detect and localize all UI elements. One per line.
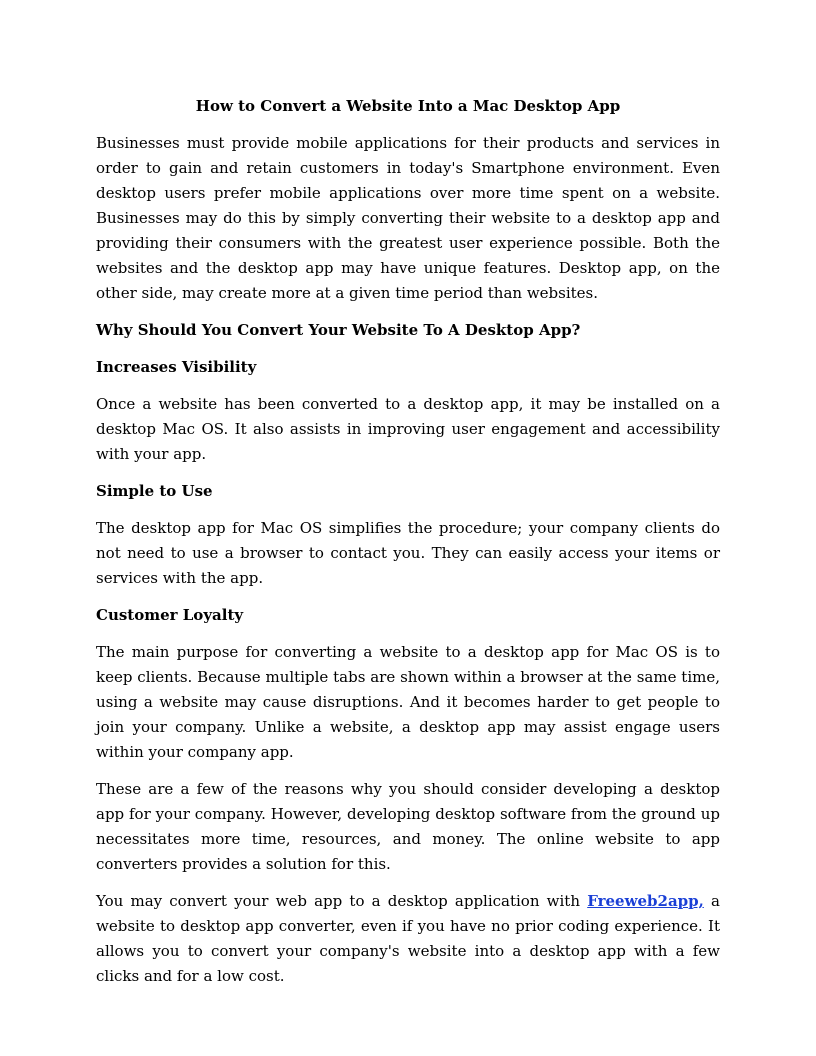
section-body-visibility: Once a website has been converted to a desktop app, it may be installed on a desktop Mac OS. It also assists in improving user engagement and accessibility with your app. [96, 395, 720, 463]
freeweb2app-link[interactable]: Freeweb2app, [587, 892, 704, 910]
section-heading-loyalty: Customer Loyalty [96, 606, 244, 624]
document-page [96, 94, 720, 1001]
closing-text-after: a website to desktop app converter, even if you have no prior coding experience. It allows you to convert your company's website into a desktop app with a few clicks and for a low cost. [96, 892, 720, 985]
why-heading: Why Should You Convert Your Website To A Desktop App? [96, 321, 581, 339]
reasons-paragraph: These are a few of the reasons why you should consider developing a desktop app for your company. However, developing desktop software from the ground up necessitates more time, resources, and money. The online website to app converters provides a solution for this. [96, 780, 720, 873]
section-body-simple: The desktop app for Mac OS simplifies the procedure; your company clients do not need to use a browser to contact you. They can easily access your items or services with the app. [96, 519, 720, 587]
closing-paragraph [96, 889, 720, 989]
closing-text-before: You may convert your web app to a desktop application with [96, 892, 588, 910]
section-heading-visibility: Increases Visibility [96, 358, 257, 376]
section-heading-simple: Simple to Use [96, 482, 213, 500]
section-body-loyalty: The main purpose for converting a website to a desktop app for Mac OS is to keep clients. Because multiple tabs are shown within a browser at the same time, using a website may cause disruptions. And it becomes harder to get people to join your company. Unlike a website, a desktop app may assist engage users within your company app. [96, 643, 720, 761]
intro-paragraph: Businesses must provide mobile applications for their products and services in order to gain and retain customers in today's Smartphone environment. Even desktop users prefer mobile applications over more time spent on a website. Businesses may do this by simply converting their website to a desktop app and providing their consumers with the greatest user experience possible. Both the websites and the desktop app may have unique features. Desktop app, on the other side, may create more at a given time period than websites. [96, 134, 720, 302]
document-title: How to Convert a Website Into a Mac Desktop App [195, 97, 621, 115]
